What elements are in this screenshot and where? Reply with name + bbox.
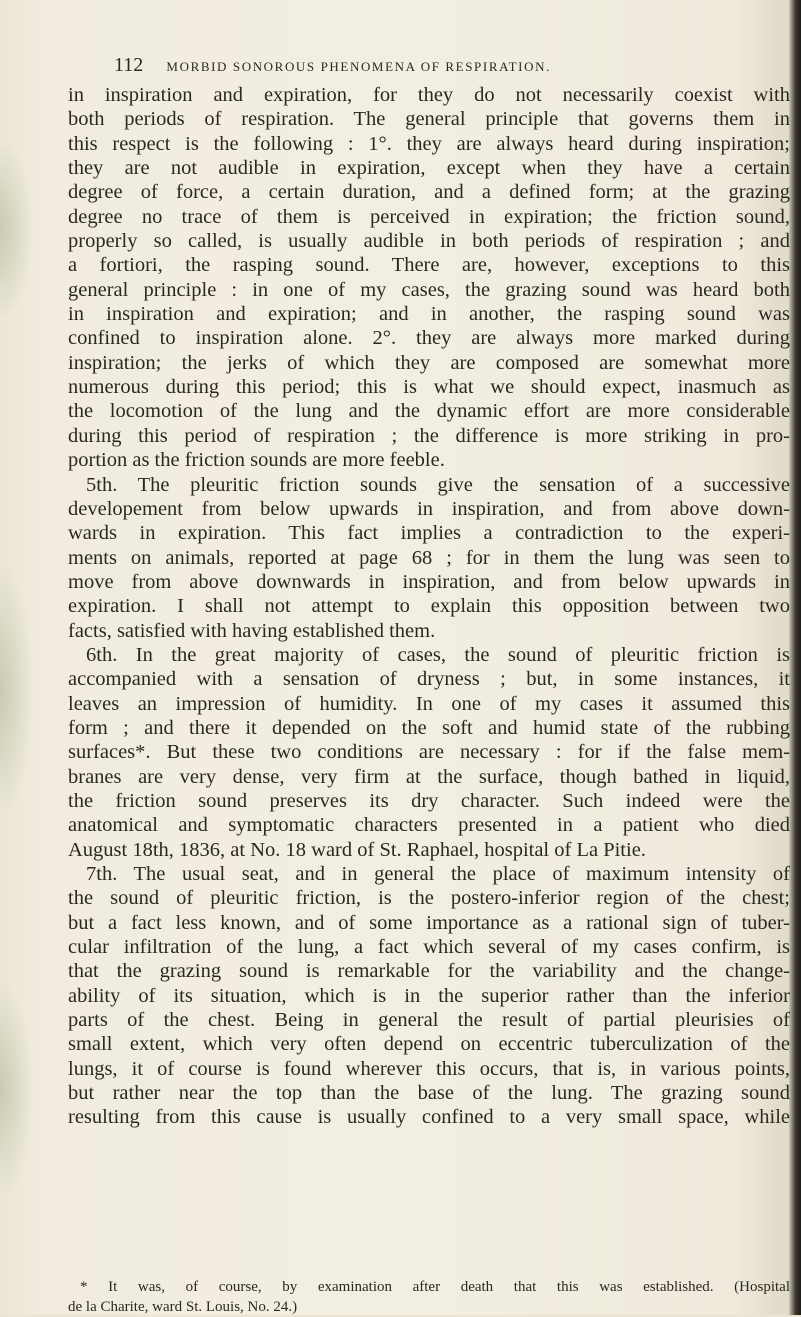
running-title: MORBID SONOROUS PHENOMENA OF RESPIRATION. bbox=[166, 59, 551, 74]
text-line: this respect is the following : 1°. they are always heard during inspiration; bbox=[68, 132, 790, 155]
text-line: inspiration; the jerks of which they are composed are somewhat more bbox=[68, 351, 790, 374]
text-line: anatomical and symptomatic characters presented in a patient who died bbox=[68, 814, 790, 837]
text-line: lungs, it of course is found wherever this occurs, that is, in various points, bbox=[68, 1057, 790, 1080]
text-line: branes are very dense, very firm at the surface, though bathed in liquid, bbox=[68, 765, 790, 788]
text-line: August 18th, 1836, at No. 18 ward of St. Raphael, hospital of La Pitie. bbox=[68, 838, 646, 861]
text-line: but rather near the top than the base of the lung. The grazing sound bbox=[68, 1082, 790, 1105]
text-line: facts, satisfied with having established them. bbox=[68, 619, 436, 642]
text-line: numerous during this period; this is what we should expect, inasmuch as bbox=[68, 376, 790, 399]
text-line: move from above downwards in inspiration, and from below upwards in bbox=[68, 570, 790, 593]
text-line: expiration. I shall not attempt to explain this opposition between two bbox=[68, 595, 790, 618]
text-line: a fortiori, the rasping sound. There are, however, exceptions to this bbox=[68, 254, 790, 277]
text-line: wards in expiration. This fact implies a contradiction to the experi- bbox=[68, 522, 790, 545]
text-line: the friction sound preserves its dry character. Such indeed were the bbox=[68, 789, 790, 812]
text-line: cular infiltration of the lung, a fact which several of my cases confirm, is bbox=[68, 936, 790, 959]
footnote-line: de la Charite, ward St. Louis, No. 24.) bbox=[68, 1299, 298, 1315]
text-line: the sound of pleuritic friction, is the postero-inferior region of the chest; bbox=[68, 887, 790, 910]
text-line: parts of the chest. Being in general the result of partial pleurisies of bbox=[68, 1009, 790, 1032]
text-line: that the grazing sound is remarkable for the variability and the change- bbox=[68, 960, 790, 983]
text-line: resulting from this cause is usually confined to a very small space, while bbox=[68, 1106, 790, 1129]
text-line: the locomotion of the lung and the dynamic effort are more considerable bbox=[68, 400, 790, 423]
text-line: general principle : in one of my cases, the grazing sound was heard both bbox=[68, 278, 790, 301]
page-stain bbox=[0, 560, 34, 820]
text-line: small extent, which very often depend on eccentric tuberculization of the bbox=[68, 1033, 790, 1056]
body-text bbox=[68, 83, 790, 1130]
text-line: ments on animals, reported at page 68 ; for in them the lung was seen to bbox=[68, 546, 790, 569]
text-line: they are not audible in expiration, except when they have a certain bbox=[68, 157, 790, 180]
text-line: form ; and there it depended on the soft and humid state of the rubbing bbox=[68, 716, 790, 739]
text-line: degree no trace of them is perceived in expiration; the friction sound, bbox=[68, 205, 790, 228]
text-line: 6th. In the great majority of cases, the sound of pleuritic friction is bbox=[86, 643, 790, 666]
text-line: developement from below upwards in inspiration, and from above down- bbox=[68, 497, 790, 520]
text-line: degree of force, a certain duration, and a defined form; at the grazing bbox=[68, 181, 790, 204]
book-spine-edge bbox=[789, 0, 801, 1315]
text-line: both periods of respiration. The general principle that governs them in bbox=[68, 108, 790, 131]
text-line: confined to inspiration alone. 2°. they are always more marked during bbox=[68, 327, 790, 350]
text-line: surfaces*. But these two conditions are necessary : for if the false mem- bbox=[68, 741, 790, 764]
page-header bbox=[114, 54, 714, 77]
text-line: 5th. The pleuritic friction sounds give the sensation of a successive bbox=[86, 473, 790, 496]
page-number: 112 bbox=[114, 54, 144, 76]
text-line: in inspiration and expiration, for they do not necessarily coexist with bbox=[68, 84, 790, 106]
page-stain bbox=[0, 980, 34, 1200]
text-line: leaves an impression of humidity. In one of my cases it assumed this bbox=[68, 692, 790, 715]
footnote-line: * It was, of course, by examination after death that this was established. (Hospital bbox=[80, 1279, 790, 1295]
text-line: but a fact less known, and of some importance as a rational sign of tuber- bbox=[68, 911, 790, 934]
text-line: portion as the friction sounds are more feeble. bbox=[68, 449, 445, 472]
page-stain bbox=[0, 140, 34, 320]
text-line: properly so called, is usually audible in both periods of respiration ; and bbox=[68, 230, 790, 253]
footnote bbox=[68, 1277, 790, 1317]
text-line: ability of its situation, which is in the superior rather than the inferior bbox=[68, 984, 790, 1007]
text-line: in inspiration and expiration; and in another, the rasping sound was bbox=[68, 303, 790, 326]
text-line: during this period of respiration ; the difference is more striking in pro- bbox=[68, 424, 790, 447]
text-line: 7th. The usual seat, and in general the place of maximum intensity of bbox=[86, 863, 790, 885]
text-line: accompanied with a sensation of dryness ; but, in some instances, it bbox=[68, 668, 790, 691]
